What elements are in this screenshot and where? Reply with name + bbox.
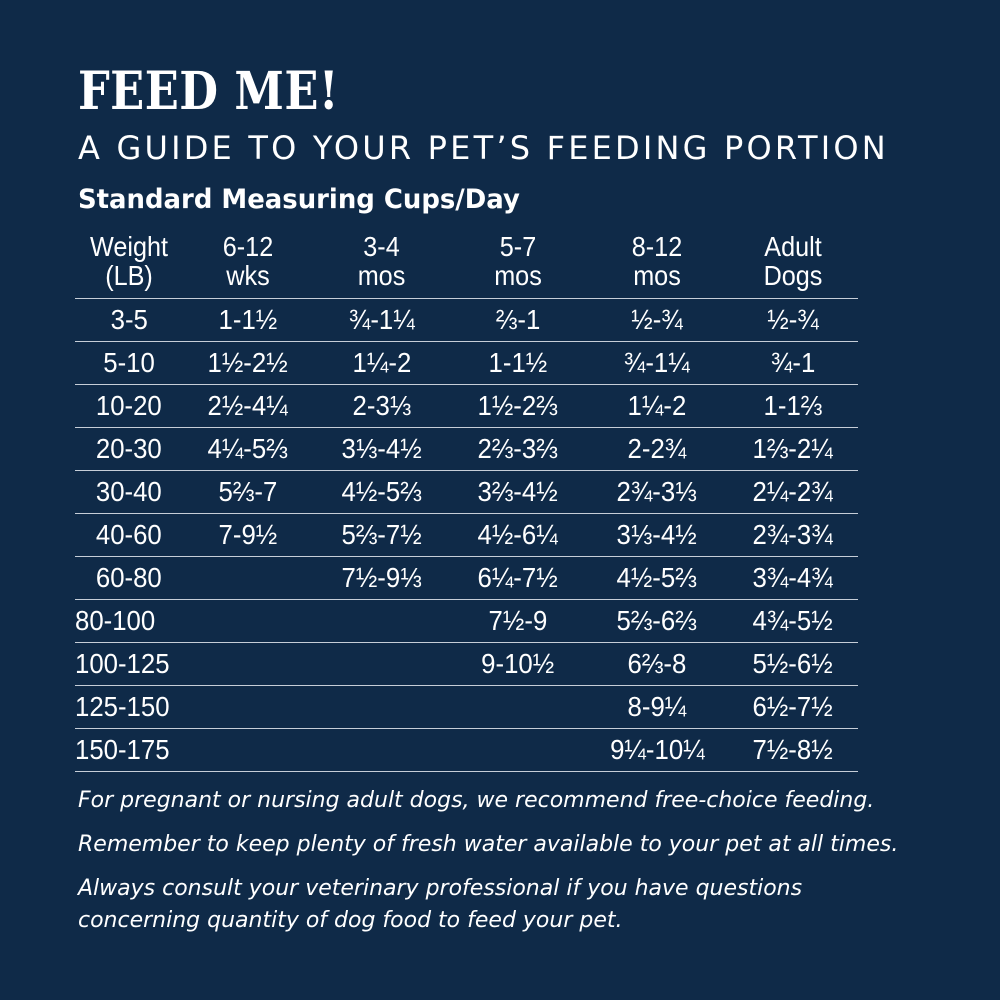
portion-cell <box>728 686 858 729</box>
cell-value: 1¼-2 <box>352 347 411 378</box>
header-adult-dogs <box>728 232 858 299</box>
portion-cell <box>313 729 450 772</box>
table-heading: Standard Measuring Cups/Day <box>78 184 520 215</box>
table-row <box>75 299 858 342</box>
table-row <box>75 643 858 686</box>
note-consult-line: concerning quantity of dog food to feed your pet. <box>78 908 623 933</box>
portion-cell <box>313 385 450 428</box>
table-row <box>75 514 858 557</box>
header-line: 6-12 <box>222 231 274 262</box>
header-weight <box>75 232 183 299</box>
weight-cell <box>75 299 183 342</box>
portion-cell <box>313 471 450 514</box>
page-title: FEED ME! <box>78 61 339 122</box>
cell-value: 9¼-10¼ <box>609 734 705 765</box>
note-pregnant: For pregnant or nursing adult dogs, we recommend free-choice feeding. <box>78 788 875 813</box>
cell-value: 2-2¾ <box>627 433 687 464</box>
portion-cell <box>450 686 586 729</box>
cell-value: 6½-7½ <box>752 691 834 722</box>
cell-value: 5-10 <box>103 347 155 378</box>
portion-cell <box>728 428 858 471</box>
cell-value: 4½-5⅔ <box>341 476 422 507</box>
cell-value: 30-40 <box>96 476 162 507</box>
portion-cell <box>450 428 586 471</box>
cell-value: 6¼-7½ <box>477 562 559 593</box>
weight-cell <box>75 471 183 514</box>
weight-cell <box>75 385 183 428</box>
portion-cell <box>586 385 728 428</box>
table-row <box>75 600 858 643</box>
cell-value: 2¾-3⅓ <box>616 476 698 507</box>
cell-value: 4½-5⅔ <box>616 562 698 593</box>
portion-cell <box>313 686 450 729</box>
portion-cell <box>728 557 858 600</box>
weight-cell <box>75 342 183 385</box>
cell-value: 7½-9 <box>488 605 548 636</box>
portion-cell <box>728 729 858 772</box>
portion-cell <box>183 729 313 772</box>
cell-value: 4½-6¼ <box>477 519 559 550</box>
header-8-12-mos <box>586 232 728 299</box>
cell-value: 80-100 <box>75 605 156 636</box>
cell-value: 3⅓-4½ <box>616 519 698 550</box>
cell-value: 2½-4¼ <box>207 390 289 421</box>
cell-value: 5⅔-7 <box>218 476 278 507</box>
header-line: 5-7 <box>499 231 537 262</box>
table-row <box>75 342 858 385</box>
cell-value: 2¾-3¾ <box>752 519 834 550</box>
portion-cell <box>183 471 313 514</box>
portion-cell <box>183 686 313 729</box>
cell-value: 1-1½ <box>218 304 278 335</box>
cell-value: 2¼-2¾ <box>752 476 834 507</box>
cell-value: 5½-6½ <box>752 648 834 679</box>
portion-cell <box>586 428 728 471</box>
header-line: 8-12 <box>631 231 683 262</box>
table-row <box>75 686 858 729</box>
table-body <box>75 299 858 772</box>
cell-value: 20-30 <box>96 433 162 464</box>
portion-cell <box>183 514 313 557</box>
portion-cell <box>313 514 450 557</box>
portion-cell <box>183 600 313 643</box>
portion-cell <box>450 729 586 772</box>
portion-cell <box>313 299 450 342</box>
portion-cell <box>728 514 858 557</box>
cell-value: ⅔-1 <box>495 304 541 335</box>
portion-cell <box>450 600 586 643</box>
cell-value: 1¼-2 <box>627 390 687 421</box>
cell-value: 3¾-4¾ <box>752 562 834 593</box>
cell-value: 7½-8½ <box>752 734 834 765</box>
portion-cell <box>728 471 858 514</box>
portion-cell <box>313 600 450 643</box>
header-line: Adult <box>764 231 822 262</box>
portion-cell <box>728 342 858 385</box>
cell-value: ¾-1 <box>770 347 816 378</box>
portion-cell <box>183 299 313 342</box>
portion-cell <box>183 557 313 600</box>
table-row <box>75 557 858 600</box>
portion-cell <box>313 557 450 600</box>
portion-cell <box>313 643 450 686</box>
cell-value: 7-9½ <box>218 519 278 550</box>
weight-cell <box>75 729 183 772</box>
portion-cell <box>728 299 858 342</box>
cell-value: 5⅔-7½ <box>341 519 422 550</box>
cell-value: 1½-2½ <box>207 347 289 378</box>
header-line: mos <box>633 260 681 291</box>
table-row <box>75 428 858 471</box>
portion-cell <box>586 643 728 686</box>
cell-value: 6⅔-8 <box>627 648 687 679</box>
header-6-12-wks <box>183 232 313 299</box>
cell-value: ½-¾ <box>767 304 819 335</box>
weight-cell <box>75 643 183 686</box>
header-line: Weight <box>90 231 168 262</box>
cell-value: 3⅔-4½ <box>477 476 559 507</box>
weight-cell <box>75 514 183 557</box>
cell-value: 2-3⅓ <box>352 390 411 421</box>
cell-value: 7½-9⅓ <box>341 562 422 593</box>
note-water: Remember to keep plenty of fresh water available to your pet at all times. <box>78 832 899 857</box>
cell-value: 150-175 <box>75 734 170 765</box>
portion-cell <box>450 385 586 428</box>
header-line: mos <box>357 260 406 291</box>
cell-value: 3⅓-4½ <box>341 433 422 464</box>
note-consult-line: Always consult your veterinary professional if you have questions <box>78 876 803 901</box>
header-line: (LB) <box>105 260 153 291</box>
portion-cell <box>728 385 858 428</box>
header-line: mos <box>494 260 542 291</box>
portion-cell <box>586 600 728 643</box>
portion-cell <box>313 342 450 385</box>
cell-value: 60-80 <box>96 562 162 593</box>
note-consult <box>78 873 802 937</box>
header-3-4-mos <box>313 232 450 299</box>
portion-cell <box>183 385 313 428</box>
cell-value: 1⅔-2¼ <box>752 433 834 464</box>
page-subtitle: A GUIDE TO YOUR PET’S FEEDING PORTION <box>78 129 889 167</box>
portion-cell <box>450 557 586 600</box>
cell-value: ¾-1¼ <box>624 347 690 378</box>
weight-cell <box>75 600 183 643</box>
weight-cell <box>75 428 183 471</box>
portion-cell <box>586 471 728 514</box>
header-5-7-mos <box>450 232 586 299</box>
cell-value: 1-1⅔ <box>763 390 823 421</box>
portion-cell <box>586 686 728 729</box>
table-header-row <box>75 232 858 299</box>
cell-value: 100-125 <box>75 648 170 679</box>
portion-cell <box>728 643 858 686</box>
portion-cell <box>183 342 313 385</box>
portion-cell <box>586 514 728 557</box>
cell-value: 2⅔-3⅔ <box>477 433 559 464</box>
portion-cell <box>183 643 313 686</box>
cell-value: 4¾-5½ <box>752 605 834 636</box>
feeding-table <box>75 232 858 772</box>
portion-cell <box>183 428 313 471</box>
header-line: wks <box>226 260 270 291</box>
header-line: 3-4 <box>363 231 400 262</box>
cell-value: 1½-2⅔ <box>477 390 559 421</box>
cell-value: 8-9¼ <box>627 691 687 722</box>
cell-value: 40-60 <box>96 519 162 550</box>
table-row <box>75 385 858 428</box>
weight-cell <box>75 557 183 600</box>
portion-cell <box>450 514 586 557</box>
cell-value: 10-20 <box>96 390 162 421</box>
cell-value: ¾-1¼ <box>348 304 415 335</box>
cell-value: 4¼-5⅔ <box>207 433 289 464</box>
portion-cell <box>728 600 858 643</box>
portion-cell <box>313 428 450 471</box>
portion-cell <box>450 643 586 686</box>
table-row <box>75 729 858 772</box>
header-line: Dogs <box>763 260 823 291</box>
portion-cell <box>450 471 586 514</box>
portion-cell <box>450 342 586 385</box>
table-row <box>75 471 858 514</box>
portion-cell <box>586 342 728 385</box>
cell-value: 3-5 <box>110 304 148 335</box>
portion-cell <box>586 729 728 772</box>
portion-cell <box>586 557 728 600</box>
cell-value: 5⅔-6⅔ <box>616 605 698 636</box>
cell-value: 1-1½ <box>488 347 548 378</box>
weight-cell <box>75 686 183 729</box>
portion-cell <box>586 299 728 342</box>
cell-value: ½-¾ <box>631 304 683 335</box>
cell-value: 9-10½ <box>481 648 555 679</box>
portion-cell <box>450 299 586 342</box>
cell-value: 125-150 <box>75 691 170 722</box>
